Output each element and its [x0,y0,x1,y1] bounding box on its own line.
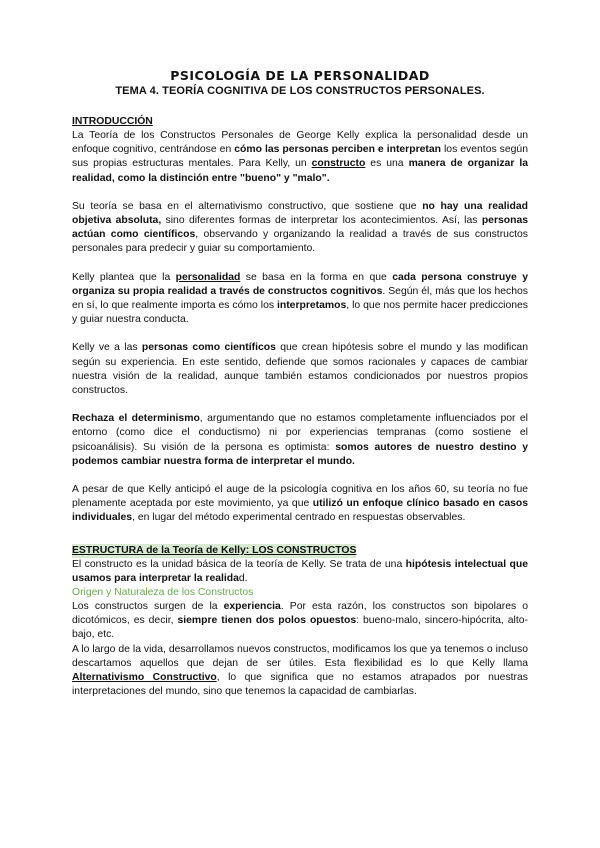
intro-paragraph-6: A pesar de que Kelly anticipó el auge de la psicología cognitiva en los años 60, su teoría no fue plenamente aceptada por este movimiento, ya que utilizó un enfoque clínico basado en casos individuales, en lugar del método experimental centrado en respuestas observables. [72,484,528,524]
intro-paragraph-4: Kelly ve a las personas como científicos que crean hipótesis sobre el mundo y las modifican según su experiencia. En este sentido, defiende que somos racionales y capaces de cambiar nuestra visión de la realidad, aunque también estamos condicionados por nuestros propios constructos. [72,342,528,397]
structure-heading: ESTRUCTURA de la Teoría de Kelly: LOS CONSTRUCTOS [72,544,357,556]
document-subtitle: TEMA 4. TEORÍA COGNITIVA DE LOS CONSTRUCTOS PERSONALES. [115,85,485,97]
intro-paragraph-2: Su teoría se basa en el alternativismo constructivo, que sostiene que no hay una realidad objetiva absoluta, sino diferentes formas de interpretar los acontecimientos. Así, las personas actúan como científicos, observando y organizando la realidad a través de sus constructos personales para predecir y guiar su comportamiento. [72,200,529,255]
structure-paragraph-2: Los constructos surgen de la experiencia. Por esta razón, los constructos son bipolares o dicotómicos, es decir, siempre tienen dos polos opuestos: bueno-malo, sincero-hipócrita, alto-bajo, etc. [72,601,529,641]
document-title: PSICOLOGÍA DE LA PERSONALIDAD [170,68,430,83]
structure-paragraph-1: El constructo es la unidad básica de la teoría de Kelly. Se trata de una hipótesis intelectual que usamos para interpretar la realidad. [72,558,528,584]
intro-paragraph-3: Kelly plantea que la personalidad se basa en la forma en que cada persona construye y organiza su propia realidad a través de constructos cognitivos. Según él, más que los hechos en sí, lo que realmente importa es cómo los interpretamos, lo que nos permite hacer predicciones y guiar nuestra conducta. [72,271,528,326]
intro-heading: INTRODUCCIÓN [72,116,153,127]
structure-subheading: Origen y Naturaleza de los Constructos [72,587,254,599]
intro-paragraph-5: Rechaza el determinismo, argumentando que no estamos completamente influenciados por el entorno (como dice el conductismo) ni por experiencias tempranas (como sostiene el psicoanálisis). Su visión de la persona es optimista: somos autores de nuestro destino y podemos cambiar nuestra forma de interpretar el mundo. [72,413,528,467]
document-page [72,68,528,700]
structure-paragraph-3: A lo largo de la vida, desarrollamos nuevos constructos, modificamos los que ya tenemos o incluso descartamos aquellos que dejan de ser útiles. Esta flexibilidad es lo que Kelly llama Alternativismo Constructivo, lo que significa que no estamos atrapados por nuestras interpretaciones del mundo, sino que tenemos la capacidad de cambiarlas. [72,643,528,698]
intro-paragraph-1: La Teoría de los Constructos Personales de George Kelly explica la personalidad desde un enfoque cognitivo, centrándose en cómo las personas perciben e interpretan los eventos según sus propias estructuras mentales. Para Kelly, un constructo es una manera de organizar la realidad, como la distinción entre "bueno" y "malo". [72,130,528,184]
